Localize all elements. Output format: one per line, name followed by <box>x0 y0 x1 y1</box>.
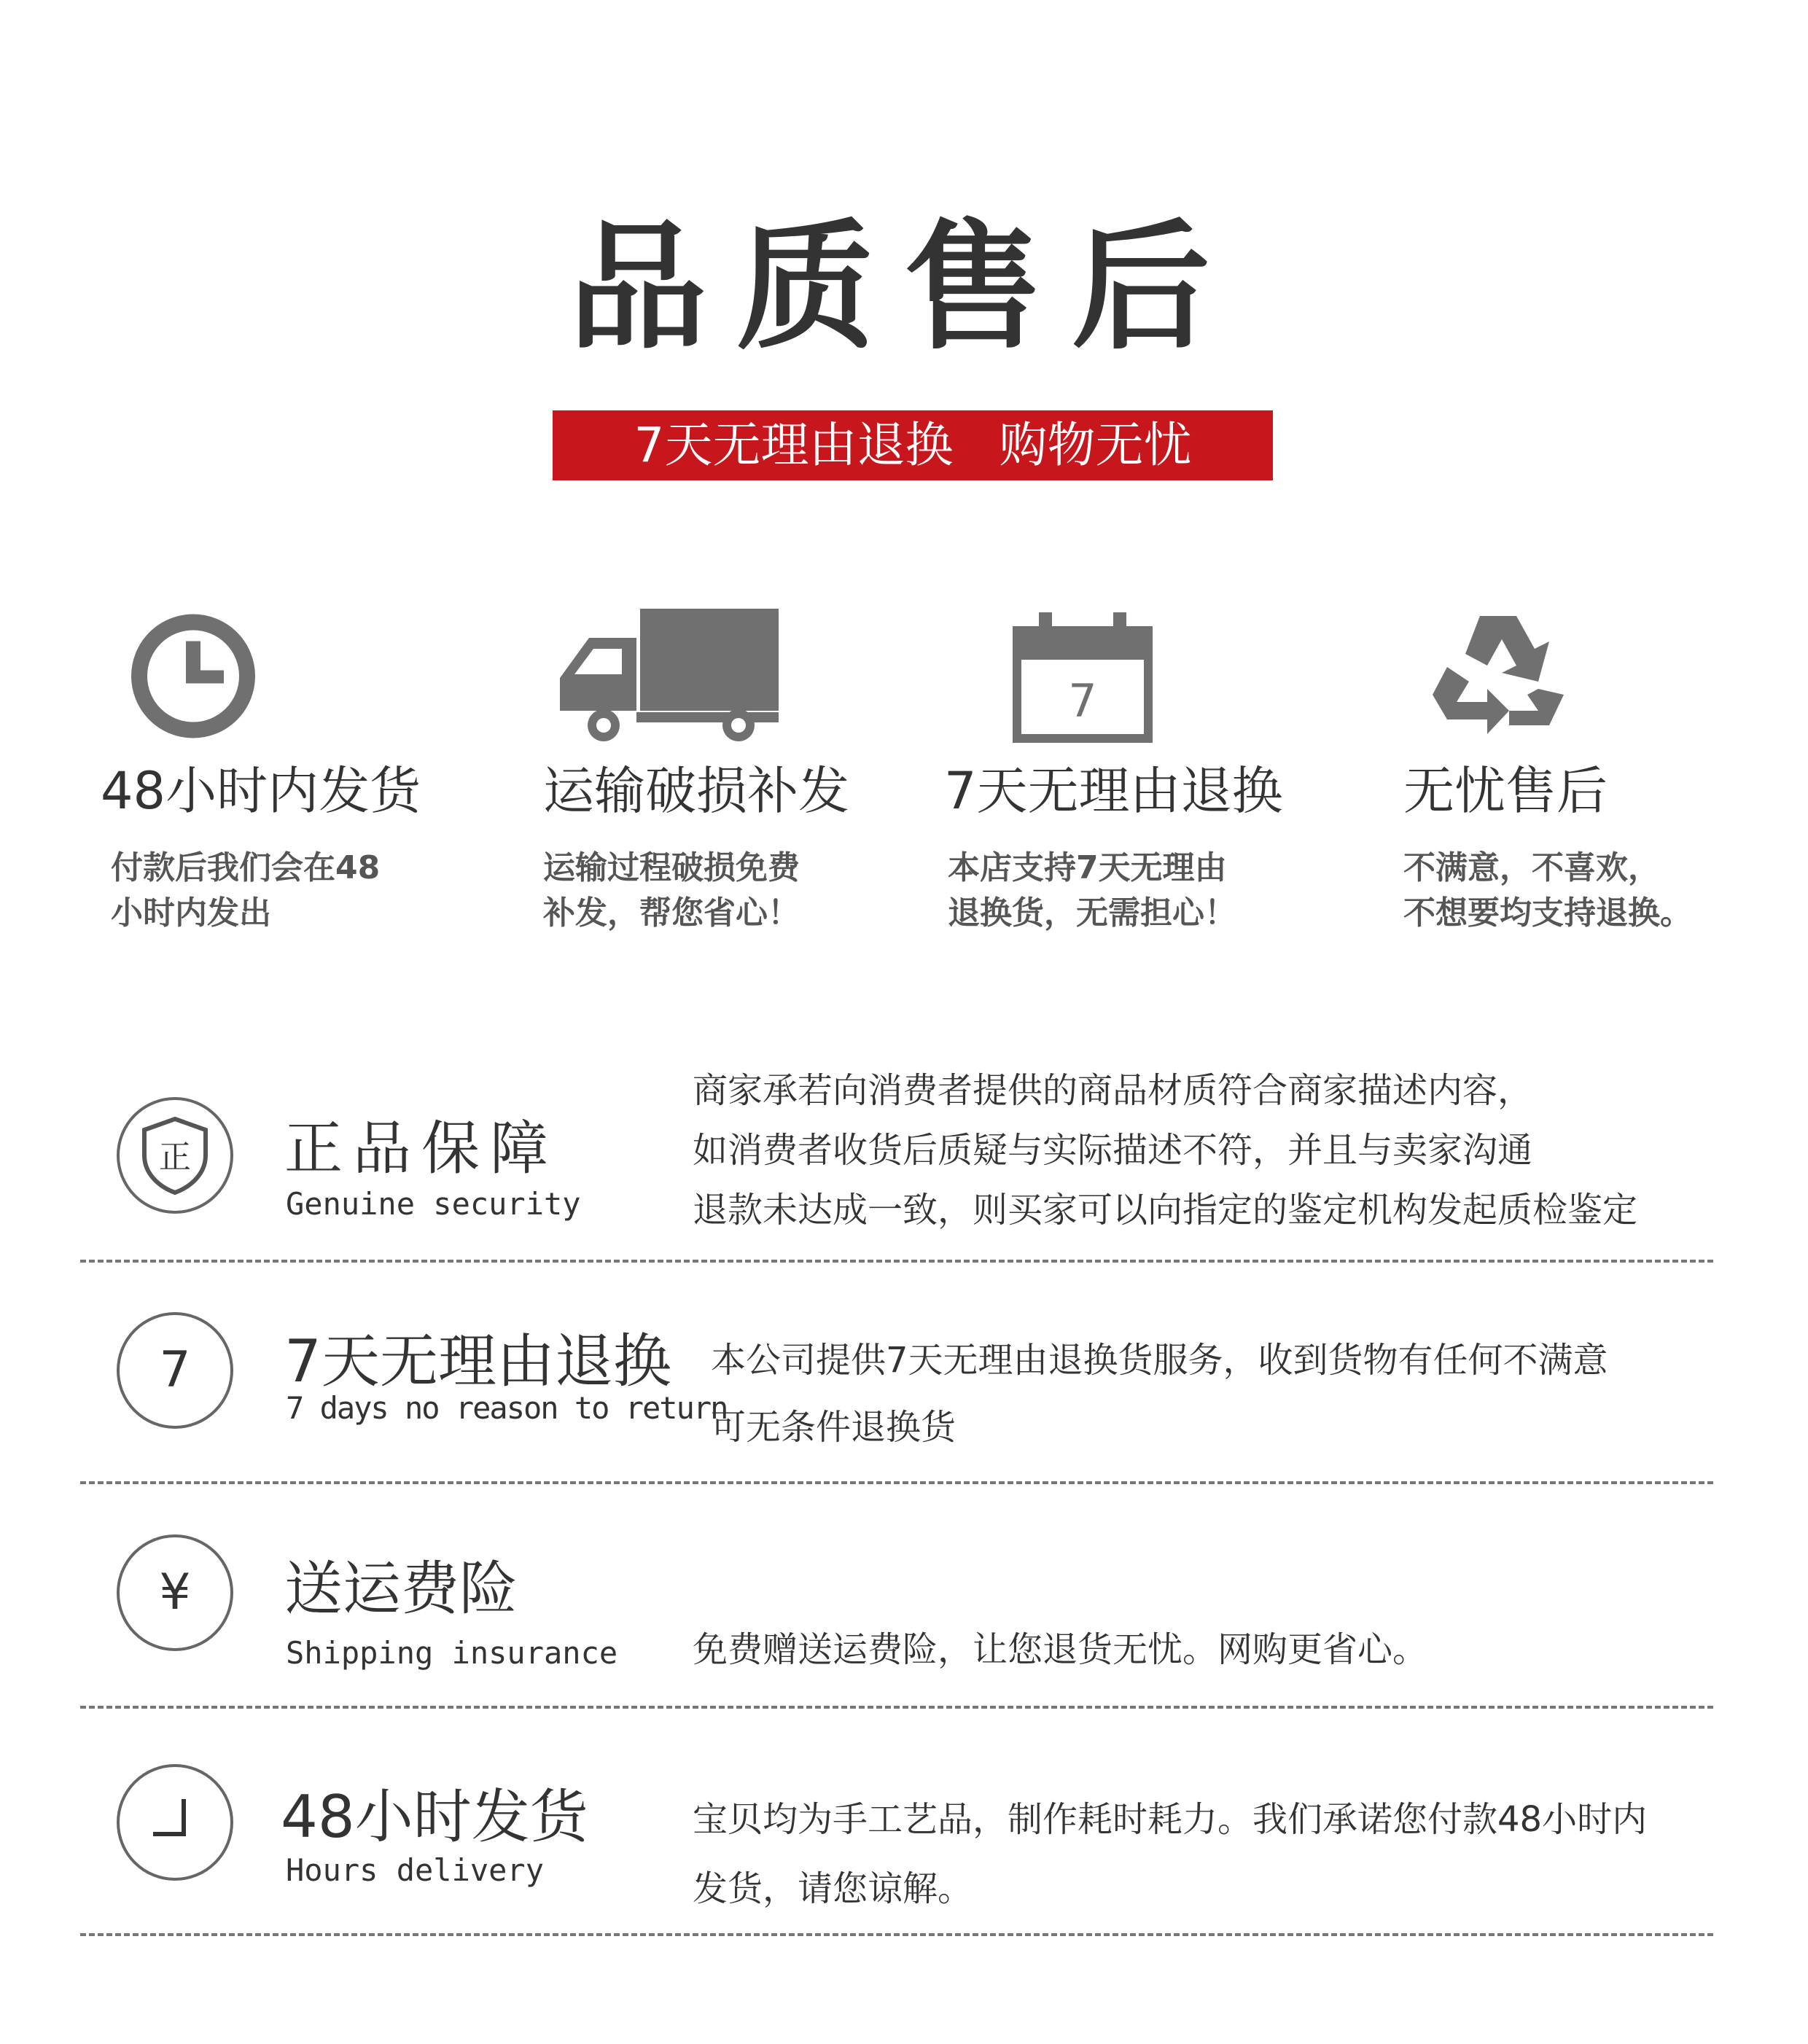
service-desc-line: 退款未达成一致，则买家可以向指定的鉴定机构发起质检鉴定 <box>693 1190 1638 1230</box>
feature-desc-line1: 不满意，不喜欢， <box>1403 849 1660 886</box>
feature-title-48h: 48小时内发货 <box>101 761 421 821</box>
page-title: 品质售后 <box>568 207 1239 368</box>
service-title-7day: 7天无理由退换 <box>284 1327 671 1395</box>
service-title-insurance: 送运费险 <box>284 1555 518 1623</box>
feature-title-aftersale: 无忧售后 <box>1403 761 1608 821</box>
service-subtitle-delivery: Hours delivery <box>286 1852 545 1888</box>
seven-day-badge <box>117 1312 233 1429</box>
service-subtitle-genuine: Genuine security <box>286 1186 581 1222</box>
feature-desc-line2: 小时内发出 <box>111 894 271 932</box>
yen-icon: ¥ <box>159 1564 191 1621</box>
shield-text: 正 <box>159 1139 191 1176</box>
shield-icon <box>139 1115 211 1195</box>
clock-icon <box>128 609 259 744</box>
feature-desc-line2: 退换货，无需担心！ <box>948 894 1236 932</box>
clock-badge <box>117 1764 233 1881</box>
feature-desc-line1: 付款后我们会在48 <box>111 849 381 886</box>
feature-title-7day: 7天无理由退换 <box>944 761 1283 821</box>
service-desc-line: 可无条件退换货 <box>711 1407 956 1448</box>
genuine-badge <box>117 1097 233 1214</box>
truck-icon <box>560 609 779 744</box>
service-desc-line: 宝贝均为手工艺品，制作耗时耗力。我们承诺您付款48小时内 <box>693 1799 1648 1840</box>
divider <box>80 1706 1713 1709</box>
calendar-icon <box>1010 609 1156 744</box>
feature-desc-line1: 本店支持7天无理由 <box>948 849 1227 886</box>
service-subtitle-7day: 7 days no reason to return <box>286 1390 728 1426</box>
feature-desc-line2: 补发，帮您省心！ <box>543 894 800 932</box>
feature-desc-line1: 运输过程破损免费 <box>543 849 800 886</box>
yen-badge <box>117 1534 233 1651</box>
feature-title-damage: 运输破损补发 <box>543 761 849 821</box>
service-title-delivery: 48小时发货 <box>281 1783 588 1851</box>
seven-icon: 7 <box>159 1341 191 1399</box>
divider <box>80 1933 1713 1936</box>
promo-banner: 7天无理由退换 购物无忧 <box>553 410 1273 480</box>
divider <box>80 1481 1713 1484</box>
feature-desc-line2: 不想要均支持退换。 <box>1403 894 1692 932</box>
recycle-icon <box>1429 609 1567 744</box>
calendar-number: 7 <box>1068 674 1097 728</box>
clock-hands-icon <box>146 1793 204 1852</box>
service-desc-line: 发货，请您谅解。 <box>693 1868 973 1909</box>
service-desc-line: 本公司提供7天无理由退换货服务，收到货物有任何不满意 <box>711 1340 1608 1381</box>
service-title-genuine: 正品保障 <box>284 1115 558 1182</box>
service-subtitle-insurance: Shipping insurance <box>286 1635 618 1671</box>
service-desc-line: 免费赠送运费险，让您退货无忧。网购更省心。 <box>693 1629 1428 1670</box>
divider <box>80 1260 1713 1263</box>
service-desc-line: 如消费者收货后质疑与实际描述不符，并且与卖家沟通 <box>693 1130 1533 1171</box>
service-desc-line: 商家承若向消费者提供的商品材质符合商家描述内容， <box>693 1070 1533 1111</box>
